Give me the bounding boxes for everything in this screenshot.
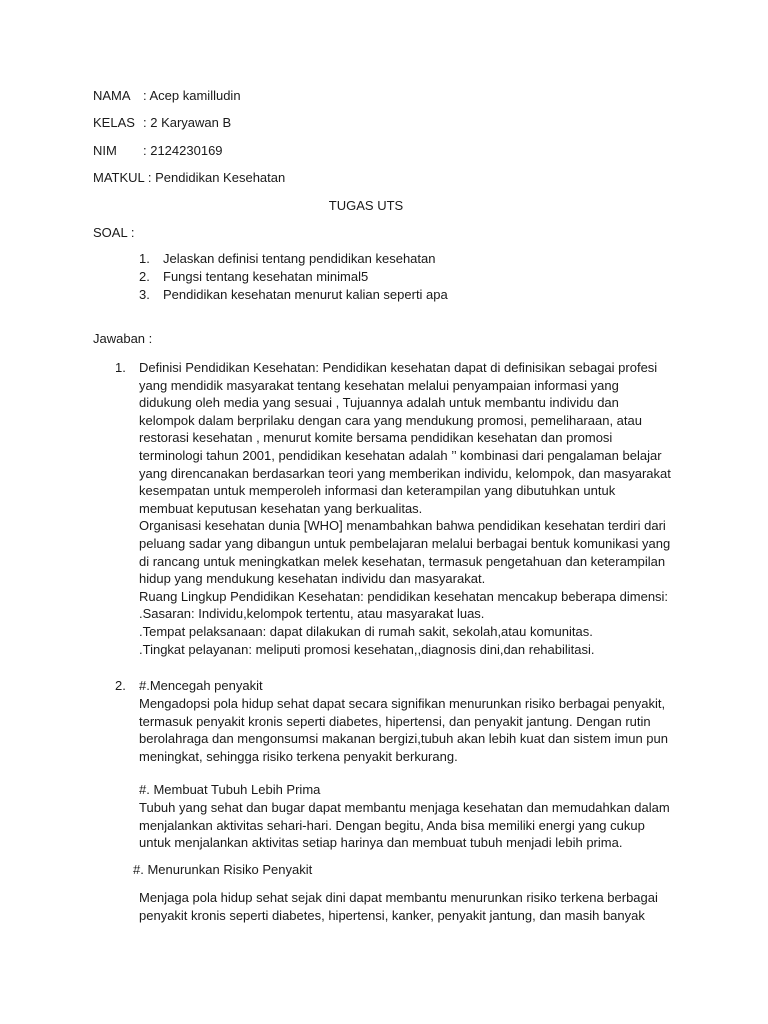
text-line: Definisi Pendidikan Kesehatan: Pendidikan kesehatan dapat di definisikan sebagai profesi <box>139 360 658 375</box>
text-line: menjalankan aktivitas sehari-hari. Dengan begitu, Anda bisa memiliki energi yang cukup <box>139 817 645 833</box>
nim-row <box>93 142 223 160</box>
text-line: terminologi tahun 2001, pendidikan kesehatan adalah ’’ kombinasi dari pengalaman belajar <box>139 447 662 463</box>
text-line: untuk menjalankan aktivitas setiap harinya dan membuat tubuh menjadi lebih prima. <box>139 835 623 851</box>
matkul-row: MATKUL : Pendidikan Kesehatan <box>93 170 286 185</box>
text-line: meningkat, sehingga risiko terkena penyakit berkurang. <box>139 748 458 764</box>
question-number: 1. <box>139 251 150 266</box>
kelas-value: : 2 Karyawan B <box>143 115 232 130</box>
section-3-body <box>139 889 679 924</box>
question-text: Jelaskan definisi tentang pendidikan kesehatan <box>163 251 436 266</box>
text-line: .Tempat pelaksanaan: dapat dilakukan di rumah sakit, sekolah,atau komunitas. <box>139 623 593 639</box>
nama-label: NAMA <box>93 88 131 103</box>
nama-value: : Acep kamilludin <box>143 88 241 103</box>
nim-label: NIM <box>93 143 117 158</box>
text-line: peluang sadar yang dibangun untuk pembelajaran melalui berbagai bentuk komunikasi yang <box>139 535 671 551</box>
text-line: penyakit kronis seperti diabetes, hipertensi, kanker, penyakit jantung, dan masih banyak <box>139 907 645 923</box>
kelas-label: KELAS <box>93 115 135 130</box>
text-line: .Sasaran: Individu,kelompok tertentu, atau masyarakat luas. <box>139 606 485 622</box>
section-2-body <box>139 799 679 852</box>
text-line: Ruang Lingkup Pendidikan Kesehatan: pendidikan kesehatan mencakup beberapa dimensi: <box>139 588 669 604</box>
text-line: yang direncanakan berdasarkan teori yang memberikan individu, kelompok, dan masyarakat <box>139 465 671 481</box>
text-line: .Tingkat pelayanan: meliputi promosi kesehatan,,diagnosis dini,dan rehabilitasi. <box>139 641 595 657</box>
text-line: Menjaga pola hidup sehat sejak dini dapat membantu menurunkan risiko terkena berbagai <box>139 890 658 905</box>
text-line: kesempatan untuk memperoleh informasi dan keterampilan yang dibutuhkan untuk <box>139 483 616 499</box>
answer-number: 1. <box>115 360 126 375</box>
section-heading: #. Menurunkan Risiko Penyakit <box>133 862 313 877</box>
section-heading: #. Membuat Tubuh Lebih Prima <box>139 782 321 797</box>
text-line: membuat keputusan kesehatan yang berkualitas. <box>139 500 423 516</box>
text-line: Organisasi kesehatan dunia [WHO] menambahkan bahwa pendidikan kesehatan terdiri dari <box>139 518 666 534</box>
text-line: Tubuh yang sehat dan bugar dapat membantu menjaga kesehatan dan memudahkan dalam <box>139 800 670 815</box>
question-number: 2. <box>139 269 150 284</box>
jawaban-label: Jawaban : <box>93 331 153 346</box>
nama-row <box>93 87 241 105</box>
text-line: berolahraga dan mengonsumsi makanan bergizi,tubuh akan lebih kuat dan sistem imun pun <box>139 731 668 747</box>
question-text: Fungsi tentang kesehatan minimal5 <box>163 269 369 284</box>
answer-1-body <box>139 359 679 658</box>
section-heading: #.Mencegah penyakit <box>139 678 263 693</box>
text-line: di rancang untuk meningkatkan melek kesehatan, termasuk pengetahuan dan keterampilan <box>139 553 666 569</box>
section-1-body <box>139 695 679 765</box>
text-line: Mengadopsi pola hidup sehat dapat secara signifikan menurunkan risiko berbagai penyakit, <box>139 696 666 711</box>
text-line: kelompok dalam berprilaku dengan cara yang mendukung promosi, pemeliharaan, atau <box>139 412 642 428</box>
soal-label: SOAL : <box>93 225 135 240</box>
answer-number: 2. <box>115 678 126 693</box>
question-number: 3. <box>139 287 150 302</box>
text-line: didukung oleh media yang sesuai , Tujuannya adalah untuk membantu individu dan <box>139 395 619 411</box>
nim-value: : 2124230169 <box>143 143 223 158</box>
text-line: restorasi kesehatan , menurut komite bersama pendidikan kesehatan dan promosi <box>139 430 613 446</box>
text-line: hidup yang mendukung kesehatan individu dan masyarakat. <box>139 571 486 587</box>
text-line: yang mendidik masyarakat tentang kesehatan melalui penyampaian informasi yang <box>139 377 619 393</box>
question-text: Pendidikan kesehatan menurut kalian seperti apa <box>163 287 448 302</box>
kelas-row <box>93 114 231 132</box>
text-line: termasuk penyakit kronis seperti diabetes, hipertensi, dan penyakit jantung. Dengan rutin <box>139 713 651 729</box>
page-title: TUGAS UTS <box>328 198 404 213</box>
